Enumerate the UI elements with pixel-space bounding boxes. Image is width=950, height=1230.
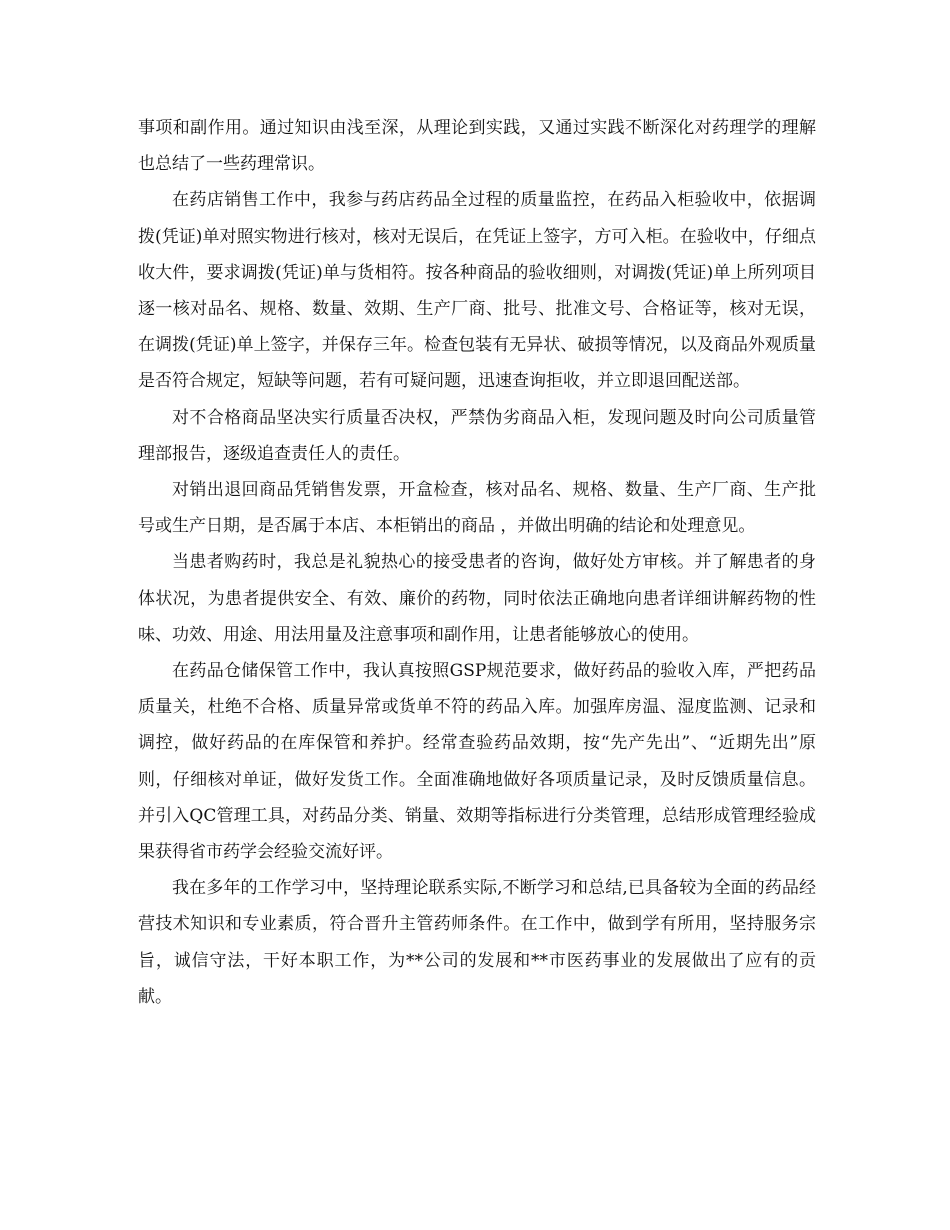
paragraph-returned-goods: 对销出退回商品凭销售发票，开盒检查，核对品名、规格、数量、生产厂商、生产批号或生产日期，是否属于本店、本柜销出的商品 ，并做出明确的结论和处理意见。	[138, 480, 816, 537]
paragraph-warehouse-storage: 在药品仓储保管工作中，我认真按照GSP规范要求，做好药品的验收入库，严把药品质量关，杜绝不合格、质量异常或货单不符的药品入库。加强库房温、湿度监测、记录和调控，做好药品的在库保管和养护。经常查验药品效期，按“先产先出”、“近期先出”原则，仔细核对单证，做好发货工作。全面准确地做好各项质量记录，及时反馈质量信息。并引入QC管理工具，对药品分类、销量、效期等指标进行分类管理，总结形成管理经验成果获得省市药学会经验交流好评。	[138, 661, 816, 863]
document-body	[138, 110, 816, 1015]
paragraph-patient-consultation: 当患者购药时，我总是礼貌热心的接受患者的咨询，做好处方审核。并了解患者的身体状况，为患者提供安全、有效、廉价的药物，同时依法正确地向患者详细讲解药物的性味、功效、用途、用法用量及注意事项和副作用，让患者能够放心的使用。	[138, 552, 816, 645]
paragraph-continuation: 事项和副作用。通过知识由浅至深，从理论到实践，又通过实践不断深化对药理学的理解也总结了一些药理常识。	[138, 118, 816, 175]
paragraph-store-sales-quality: 在药店销售工作中，我参与药店药品全过程的质量监控，在药品入柜验收中，依据调拨(凭证)单对照实物进行核对，核对无误后，在凭证上签字，方可入柜。在验收中，仔细点收大件，要求调拨(凭证)单与货相符。按各种商品的验收细则，对调拨(凭证)单上所列项目逐一核对品名、规格、数量、效期、生产厂商、批号、批准文号、合格证等，核对无误，在调拨(凭证)单上签字，并保存三年。检查包装有无异状、破损等情况，以及商品外观质量是否符合规定，短缺等问题，若有可疑问题，迅速查询拒收，并立即退回配送部。	[138, 190, 816, 392]
paragraph-unqualified-goods: 对不合格商品坚决实行质量否决权，严禁伪劣商品入柜，发现问题及时向公司质量管理部报告，逐级追查责任人的责任。	[138, 407, 816, 464]
paragraph-summary: 我在多年的工作学习中，坚持理论联系实际,不断学习和总结,已具备较为全面的药品经营技术知识和专业素质，符合晋升主管药师条件。在工作中，做到学有所用，坚持服务宗旨，诚信守法，干好本职工作，为**公司的发展和**市医药事业的发展做出了应有的贡献。	[138, 878, 816, 1007]
